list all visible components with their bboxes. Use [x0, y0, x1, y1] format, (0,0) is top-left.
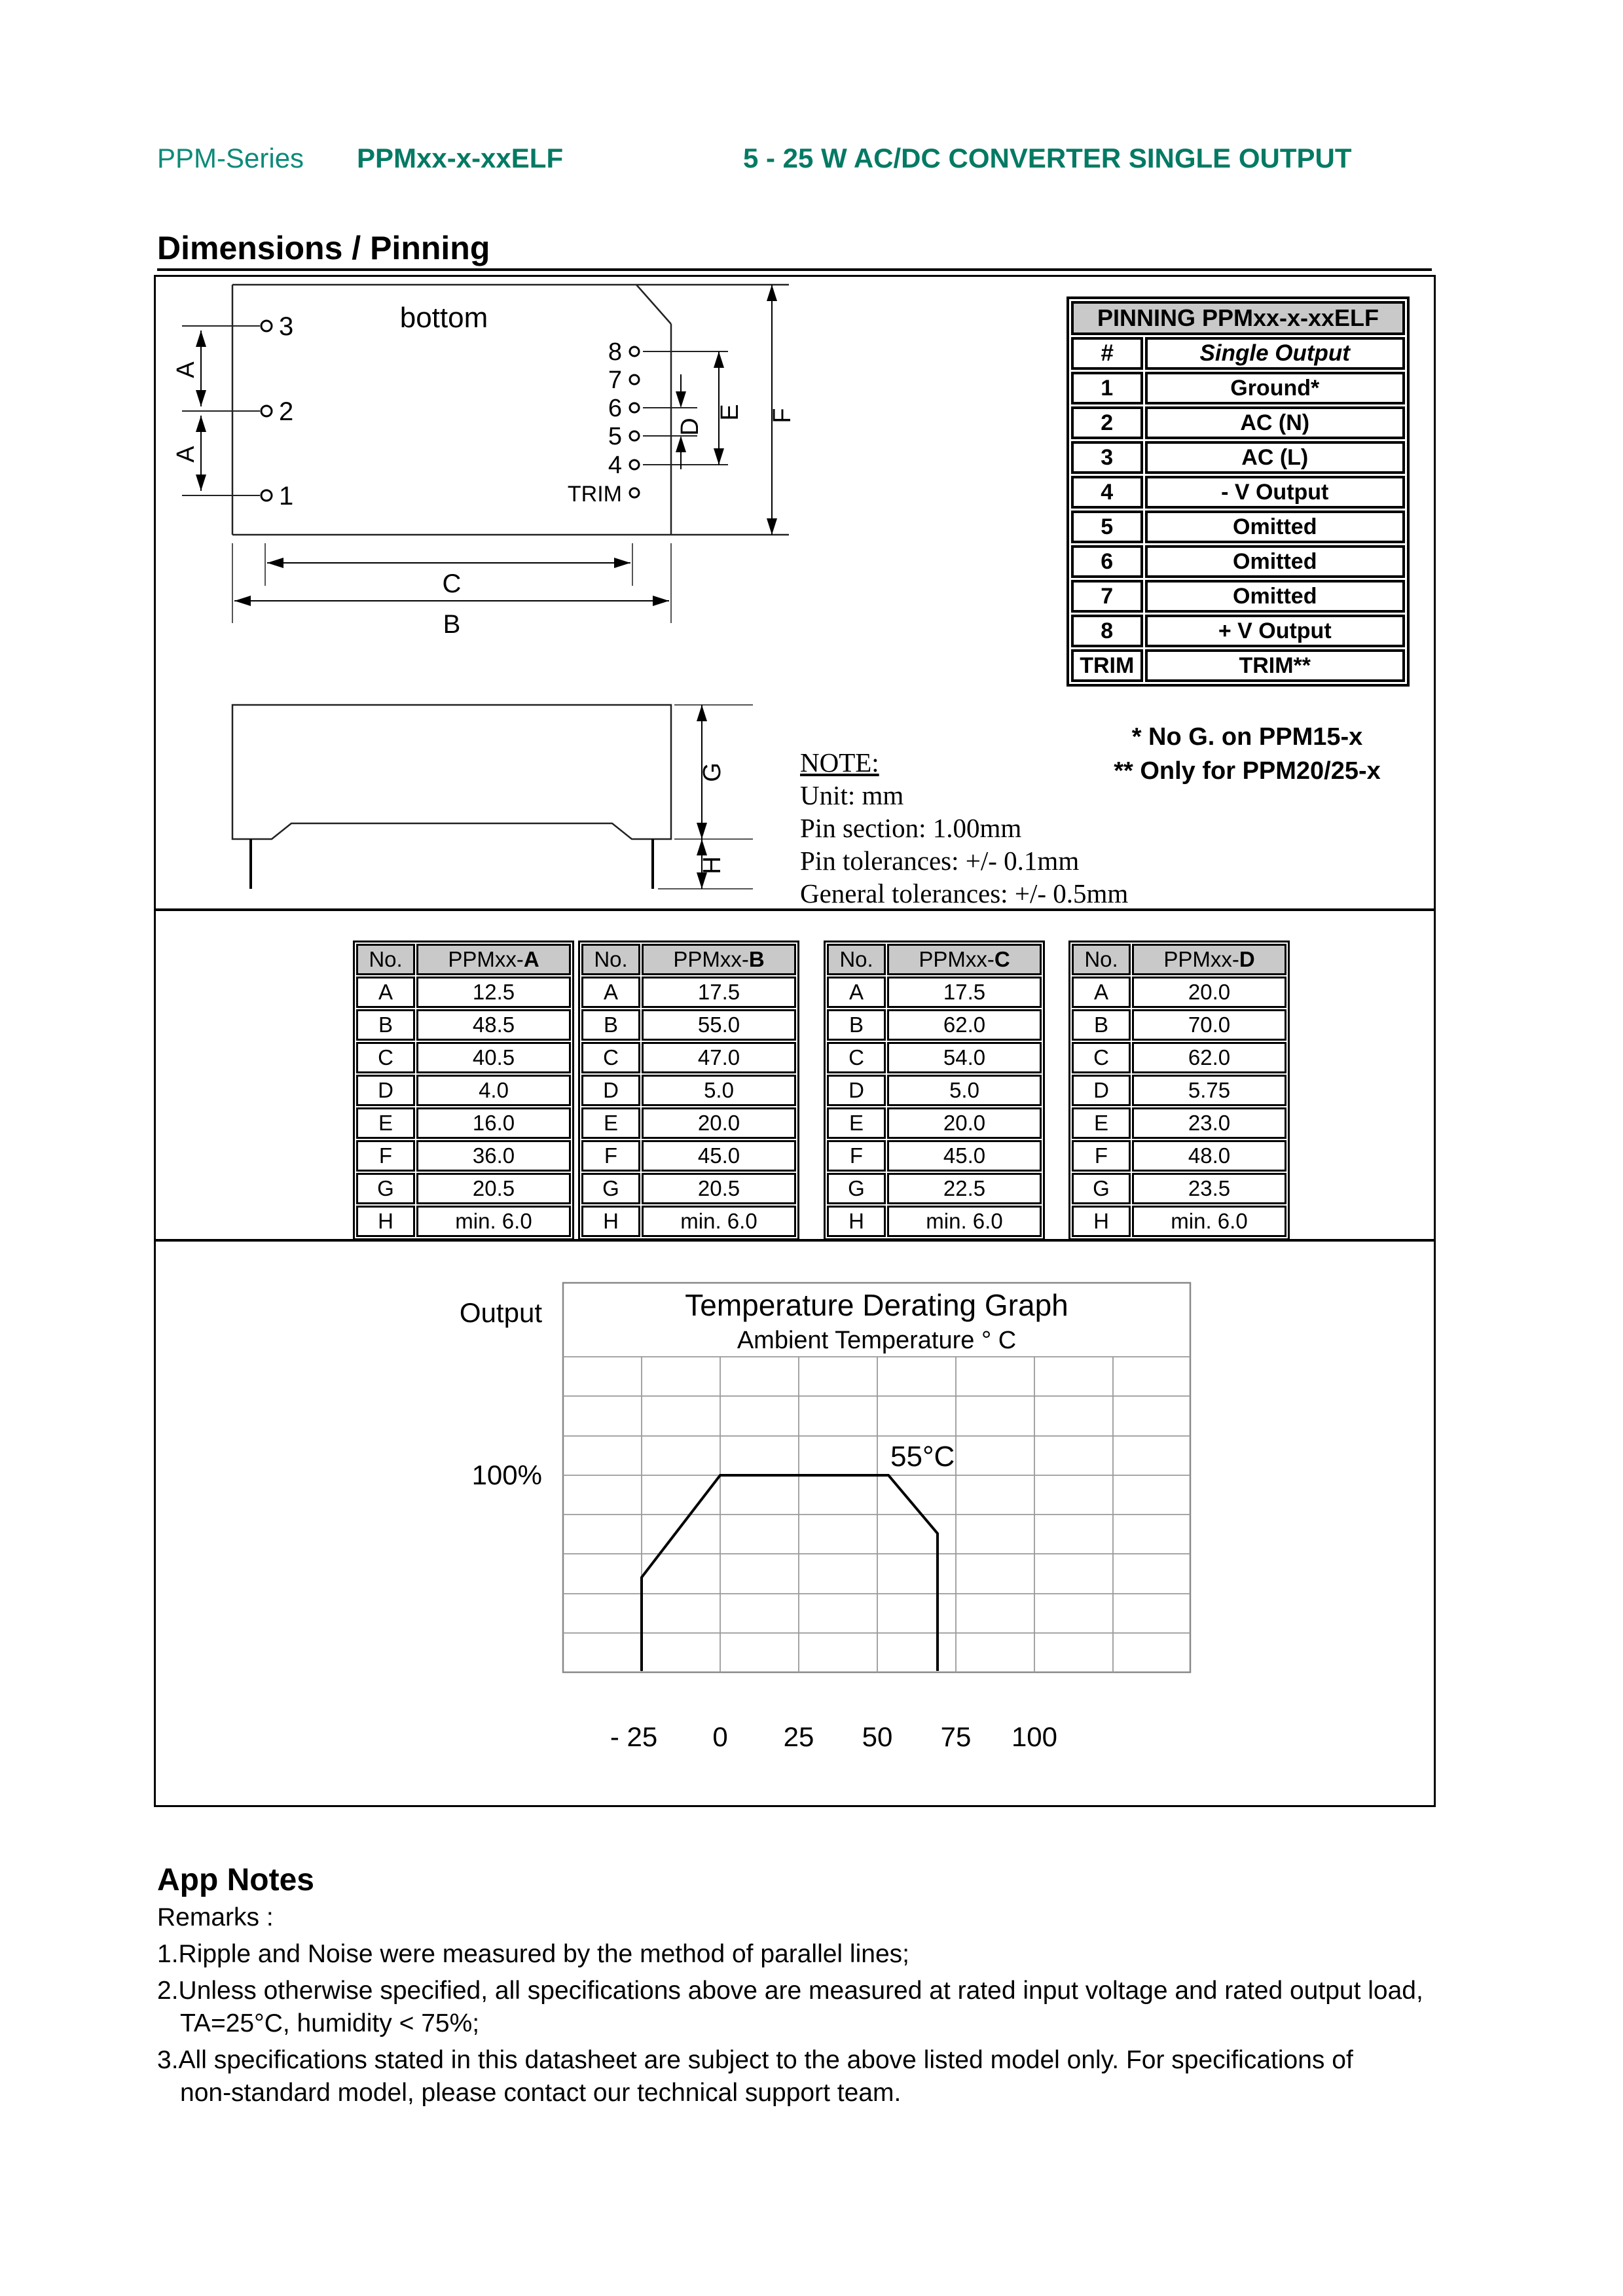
x-tick: 50 — [862, 1721, 893, 1752]
table-row — [1072, 1009, 1286, 1041]
pin-4-label: 4 — [608, 452, 622, 479]
dim-value: 20.0 — [642, 1107, 796, 1139]
col-no: No. — [356, 944, 415, 975]
pin-num: 1 — [1071, 372, 1143, 404]
dim-value: 40.5 — [416, 1042, 571, 1073]
dim-value: 45.0 — [642, 1140, 796, 1172]
table-row — [1071, 580, 1405, 613]
table-row — [827, 1075, 1042, 1106]
dim-value: 36.0 — [416, 1140, 571, 1172]
table-row — [356, 1206, 571, 1237]
table-row — [1071, 406, 1405, 439]
dim-table-C — [824, 941, 1045, 1240]
col-no: No. — [581, 944, 640, 975]
table-row — [1072, 1107, 1286, 1139]
graph-title: Temperature Derating Graph — [685, 1288, 1068, 1322]
dim-F-label: F — [769, 408, 796, 423]
dim-key: C — [581, 1042, 640, 1073]
dim-key: G — [356, 1173, 415, 1204]
dim-value: 55.0 — [642, 1009, 796, 1041]
temperature-derating-graph — [419, 1276, 1244, 1787]
note-line: Pin tolerances: +/- 0.1mm — [800, 846, 1080, 876]
curve-55c-annotation: 55°C — [890, 1441, 955, 1473]
table-row — [1071, 545, 1405, 578]
side-view-pins — [251, 839, 653, 889]
table-row — [356, 1140, 571, 1172]
table-row — [1071, 615, 1405, 647]
note-title: NOTE: — [800, 747, 879, 778]
model-prefix: PPMxx- — [673, 947, 749, 971]
dim-H-label: H — [699, 856, 726, 874]
dim-value: min. 6.0 — [642, 1206, 796, 1237]
table-row — [827, 1107, 1042, 1139]
pin-num: 5 — [1071, 511, 1143, 543]
dim-key: E — [1072, 1107, 1131, 1139]
dim-value: 20.0 — [1132, 977, 1286, 1008]
model-suffix: D — [1239, 947, 1255, 971]
table-row — [356, 1107, 571, 1139]
table-row — [356, 1075, 571, 1106]
pin-function: Omitted — [1145, 545, 1406, 578]
dim-value: 4.0 — [416, 1075, 571, 1106]
dim-key: B — [356, 1009, 415, 1041]
model-suffix: A — [523, 947, 539, 971]
note-line: Pin section: 1.00mm — [800, 813, 1022, 843]
table-row — [1071, 511, 1405, 543]
document-title: 5 - 25 W AC/DC CONVERTER SINGLE OUTPUT — [743, 143, 1352, 173]
dim-value: 16.0 — [416, 1107, 571, 1139]
pin-num: 2 — [1071, 406, 1143, 439]
graph-subtitle: Ambient Temperature ° C — [737, 1327, 1017, 1354]
table-row — [1071, 372, 1405, 404]
dim-table-D — [1068, 941, 1290, 1240]
dim-value: 22.5 — [887, 1173, 1042, 1204]
dim-key: H — [581, 1206, 640, 1237]
dim-key: G — [581, 1173, 640, 1204]
dim-value: 20.5 — [642, 1173, 796, 1204]
table-row — [1072, 1140, 1286, 1172]
model-suffix: C — [994, 947, 1010, 971]
dim-key: C — [356, 1042, 415, 1073]
dim-key: D — [356, 1075, 415, 1106]
dim-E-label: E — [716, 404, 744, 421]
pin-7-label: 7 — [608, 367, 622, 394]
dim-key: H — [356, 1206, 415, 1237]
dim-B-label: B — [443, 610, 461, 639]
model-prefix: PPMxx- — [448, 947, 524, 971]
pin-num: 7 — [1071, 580, 1143, 613]
pin-function: AC (N) — [1145, 406, 1406, 439]
pin-function: - V Output — [1145, 476, 1406, 509]
dim-key: E — [827, 1107, 886, 1139]
dim-key: B — [827, 1009, 886, 1041]
dim-key: A — [581, 977, 640, 1008]
table-row — [827, 977, 1042, 1008]
left-pin-circles — [261, 321, 272, 501]
dim-value: 70.0 — [1132, 1009, 1286, 1041]
dim-C-label: C — [442, 569, 462, 598]
dim-key: D — [1072, 1075, 1131, 1106]
table-row — [1072, 1075, 1286, 1106]
note-block — [800, 746, 1128, 910]
dim-value: 5.75 — [1132, 1075, 1286, 1106]
dim-value: 5.0 — [887, 1075, 1042, 1106]
dim-value: 54.0 — [887, 1042, 1042, 1073]
model-suffix: B — [748, 947, 765, 971]
pin-num: 6 — [1071, 545, 1143, 578]
table-row — [356, 977, 571, 1008]
dim-G-label: G — [699, 762, 726, 782]
x-tick: 75 — [940, 1721, 972, 1752]
table-row — [581, 1009, 796, 1041]
table-row — [581, 1206, 796, 1237]
col-model — [416, 944, 571, 975]
dim-value: 17.5 — [887, 977, 1042, 1008]
dim-value: 5.0 — [642, 1075, 796, 1106]
pinning-col-output: Single Output — [1145, 337, 1406, 370]
table-row — [827, 1173, 1042, 1204]
dim-key: D — [827, 1075, 886, 1106]
table-row — [827, 1140, 1042, 1172]
model-prefix: PPMxx- — [1163, 947, 1239, 971]
table-row — [1072, 1173, 1286, 1204]
dim-value: 12.5 — [416, 977, 571, 1008]
right-pin-circles — [630, 347, 639, 497]
dim-value: 23.0 — [1132, 1107, 1286, 1139]
pin-function: AC (L) — [1145, 441, 1406, 474]
remark-3: 3.All specifications stated in this datasheet are subject to the above listed model only. For specifications of — [157, 2046, 1353, 2074]
table-row — [356, 1173, 571, 1204]
pin-num: 3 — [1071, 441, 1143, 474]
dim-value: 48.5 — [416, 1009, 571, 1041]
pin-num: 8 — [1071, 615, 1143, 647]
pinning-col-num: # — [1071, 337, 1143, 370]
dim-key: D — [581, 1075, 640, 1106]
dim-value: 20.0 — [887, 1107, 1042, 1139]
col-no: No. — [1072, 944, 1131, 975]
section-heading: Dimensions / Pinning — [157, 230, 490, 266]
x-axis-tick-labels — [610, 1721, 1057, 1752]
dim-key: F — [356, 1140, 415, 1172]
dim-key: B — [1072, 1009, 1131, 1041]
right-pin-ticks — [643, 351, 728, 465]
dim-A1-label: A — [172, 361, 200, 378]
left-pin-ticks — [182, 326, 260, 495]
dim-key: G — [1072, 1173, 1131, 1204]
pin-trim-label: TRIM — [567, 482, 622, 507]
pinning-table-title: PINNING PPMxx-x-xxELF — [1071, 301, 1405, 335]
dim-value: min. 6.0 — [887, 1206, 1042, 1237]
pin-function: TRIM** — [1145, 649, 1406, 682]
table-row — [1072, 1206, 1286, 1237]
dim-key: C — [827, 1042, 886, 1073]
col-model — [1132, 944, 1286, 975]
dim-key: F — [1072, 1140, 1131, 1172]
col-no: No. — [827, 944, 886, 975]
dim-value: min. 6.0 — [416, 1206, 571, 1237]
heading-rule — [157, 268, 1432, 271]
table-row — [581, 1042, 796, 1073]
table-row — [581, 977, 796, 1008]
model-name: PPMxx-x-xxELF — [357, 143, 564, 173]
dim-D-label: D — [676, 418, 704, 436]
x-tick: - 25 — [610, 1721, 658, 1752]
pin-6-label: 6 — [608, 395, 622, 422]
view-label: bottom — [399, 302, 488, 334]
dim-key: G — [827, 1173, 886, 1204]
pin-num: TRIM — [1071, 649, 1143, 682]
footnote-2: ** Only for PPM20/25-x — [1114, 757, 1381, 785]
dim-key: A — [356, 977, 415, 1008]
dim-value: min. 6.0 — [1132, 1206, 1286, 1237]
pin-5-label: 5 — [608, 423, 622, 450]
pin-function: Ground* — [1145, 372, 1406, 404]
dim-value: 48.0 — [1132, 1140, 1286, 1172]
table-row — [1071, 476, 1405, 509]
app-notes-body — [157, 1901, 1473, 2109]
note-line: General tolerances: +/- 0.5mm — [800, 878, 1129, 908]
dim-table-A — [353, 941, 574, 1240]
dim-key: E — [581, 1107, 640, 1139]
col-model — [642, 944, 796, 975]
y-axis-label: Output — [459, 1297, 542, 1328]
dim-value: 45.0 — [887, 1140, 1042, 1172]
pin-function: + V Output — [1145, 615, 1406, 647]
table-row — [581, 1075, 796, 1106]
series-name: PPM-Series — [157, 143, 304, 173]
dim-key: A — [1072, 977, 1131, 1008]
module-outline-bottom-view — [232, 285, 789, 535]
dim-key: H — [827, 1206, 886, 1237]
section-divider-1 — [156, 908, 1434, 911]
dim-key: B — [581, 1009, 640, 1041]
remark-3-cont: non-standard model, please contact our technical support team. — [180, 2079, 902, 2107]
table-row — [1071, 649, 1405, 682]
table-row — [581, 1173, 796, 1204]
pin-8-label: 8 — [608, 338, 622, 366]
dim-key: H — [1072, 1206, 1131, 1237]
page-header — [157, 143, 304, 174]
table-row — [581, 1140, 796, 1172]
dim-value: 47.0 — [642, 1042, 796, 1073]
table-row — [356, 1009, 571, 1041]
remarks-label: Remarks : — [157, 1903, 274, 1931]
dim-table-B — [578, 941, 799, 1240]
x-tick: 0 — [712, 1721, 728, 1752]
remark-2-cont: TA=25°C, humidity < 75%; — [180, 2009, 480, 2037]
remark-2: 2.Unless otherwise specified, all specifications above are measured at rated input voltage and rated output load, — [157, 1977, 1423, 2005]
model-prefix: PPMxx- — [919, 947, 994, 971]
dimension-drawing — [154, 275, 809, 908]
table-row — [1072, 977, 1286, 1008]
col-model — [887, 944, 1042, 975]
x-tick: 25 — [783, 1721, 814, 1752]
pin-1-label: 1 — [279, 482, 294, 511]
footnote-1: * No G. on PPM15-x — [1131, 723, 1363, 751]
table-row — [1071, 441, 1405, 474]
table-row — [827, 1206, 1042, 1237]
pin-function: Omitted — [1145, 511, 1406, 543]
table-row — [827, 1009, 1042, 1041]
dim-A2-label: A — [172, 446, 200, 463]
pin-3-label: 3 — [279, 312, 294, 341]
dim-value: 20.5 — [416, 1173, 571, 1204]
x-tick: 100 — [1011, 1721, 1058, 1752]
dim-value: 62.0 — [887, 1009, 1042, 1041]
pinning-table — [1067, 296, 1410, 687]
dim-key: E — [356, 1107, 415, 1139]
remark-1: 1.Ripple and Noise were measured by the method of parallel lines; — [157, 1940, 909, 1968]
pin-2-label: 2 — [279, 397, 294, 426]
table-row — [356, 1042, 571, 1073]
y-100-label: 100% — [471, 1460, 542, 1490]
table-row — [581, 1107, 796, 1139]
dim-value: 23.5 — [1132, 1173, 1286, 1204]
table-row — [827, 1042, 1042, 1073]
dim-key: C — [1072, 1042, 1131, 1073]
pin-num: 4 — [1071, 476, 1143, 509]
note-line: Unit: mm — [800, 780, 904, 810]
app-notes-heading: App Notes — [157, 1863, 314, 1897]
dim-key: A — [827, 977, 886, 1008]
dim-value: 62.0 — [1132, 1042, 1286, 1073]
table-row — [1072, 1042, 1286, 1073]
module-outline-side-view — [232, 705, 671, 839]
dim-key: F — [827, 1140, 886, 1172]
dim-value: 17.5 — [642, 977, 796, 1008]
pin-function: Omitted — [1145, 580, 1406, 613]
dim-key: F — [581, 1140, 640, 1172]
